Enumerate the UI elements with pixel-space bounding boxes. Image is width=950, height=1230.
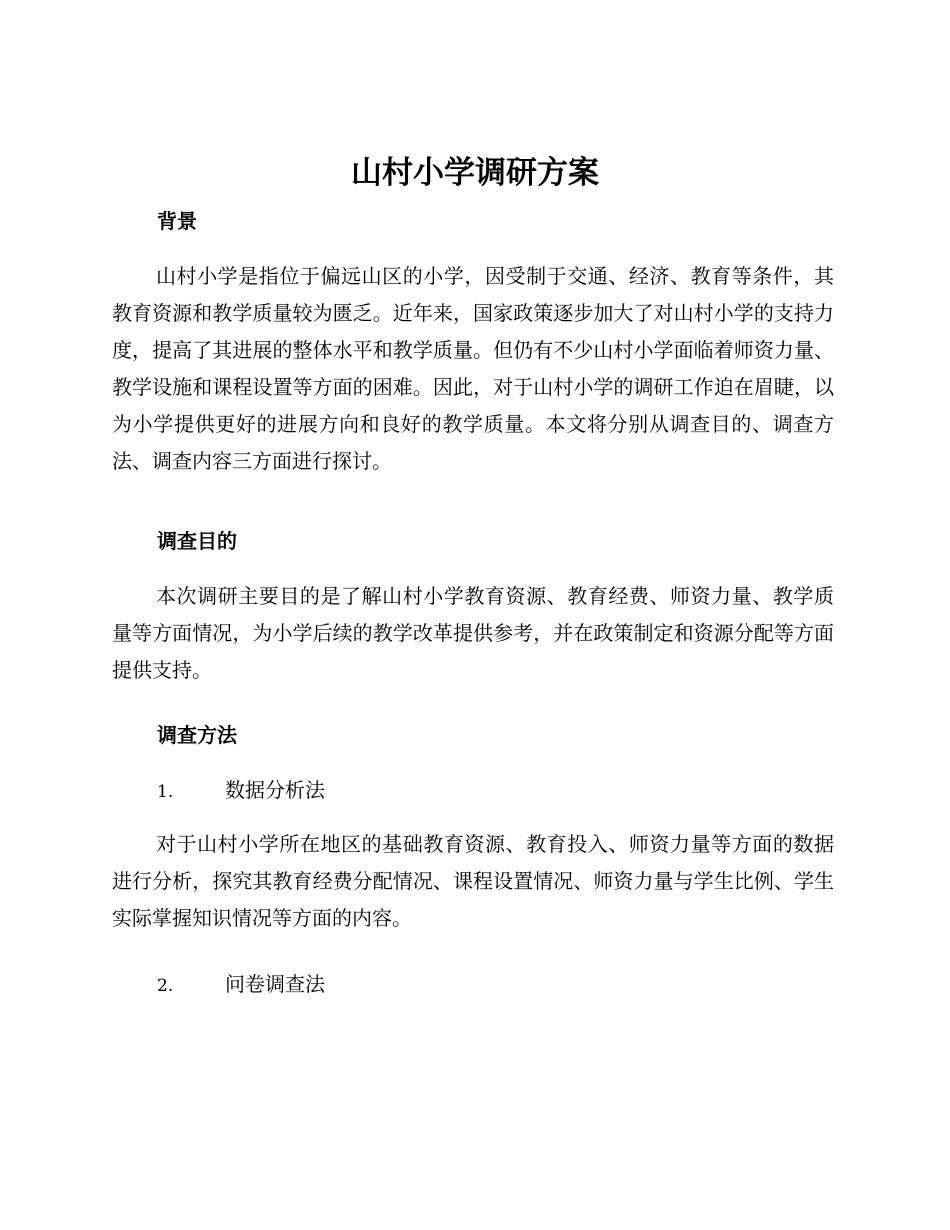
paragraph-method-1: 对于山村小学所在地区的基础教育资源、教育投入、师资力量等方面的数据进行分析，探究其教育经费分配情况、课程设置情况、师资力量与学生比例、学生实际掌握知识情况等方面的内容。 xyxy=(112,832,834,930)
heading-background: 背景 xyxy=(157,209,197,233)
list-number: 1. xyxy=(157,782,174,802)
heading-methods: 调查方法 xyxy=(157,723,237,747)
list-item-method-1 xyxy=(157,775,325,807)
list-number: 2. xyxy=(157,976,174,996)
list-item-method-2 xyxy=(157,969,325,1001)
document-title: 山村小学调研方案 xyxy=(351,155,599,191)
heading-purpose: 调查目的 xyxy=(157,529,237,553)
list-label: 数据分析法 xyxy=(225,778,325,802)
list-label: 问卷调查法 xyxy=(225,972,325,996)
paragraph-background: 山村小学是指位于偏远山区的小学，因受制于交通、经济、教育等条件，其教育资源和教学质量较为匮乏。近年来，国家政策逐步加大了对山村小学的支持力度，提高了其进展的整体水平和教学质量。但仍有不少山村小学面临着师资力量、教学设施和课程设置等方面的困难。因此，对于山村小学的调研工作迫在眉睫，以为小学提供更好的进展方向和良好的教学质量。本文将分别从调查目的、调查方法、调查内容三方面进行探讨。 xyxy=(112,264,834,473)
paragraph-purpose: 本次调研主要目的是了解山村小学教育资源、教育经费、师资力量、教学质量等方面情况，为小学后续的教学改革提供参考，并在政策制定和资源分配等方面提供支持。 xyxy=(112,584,834,682)
